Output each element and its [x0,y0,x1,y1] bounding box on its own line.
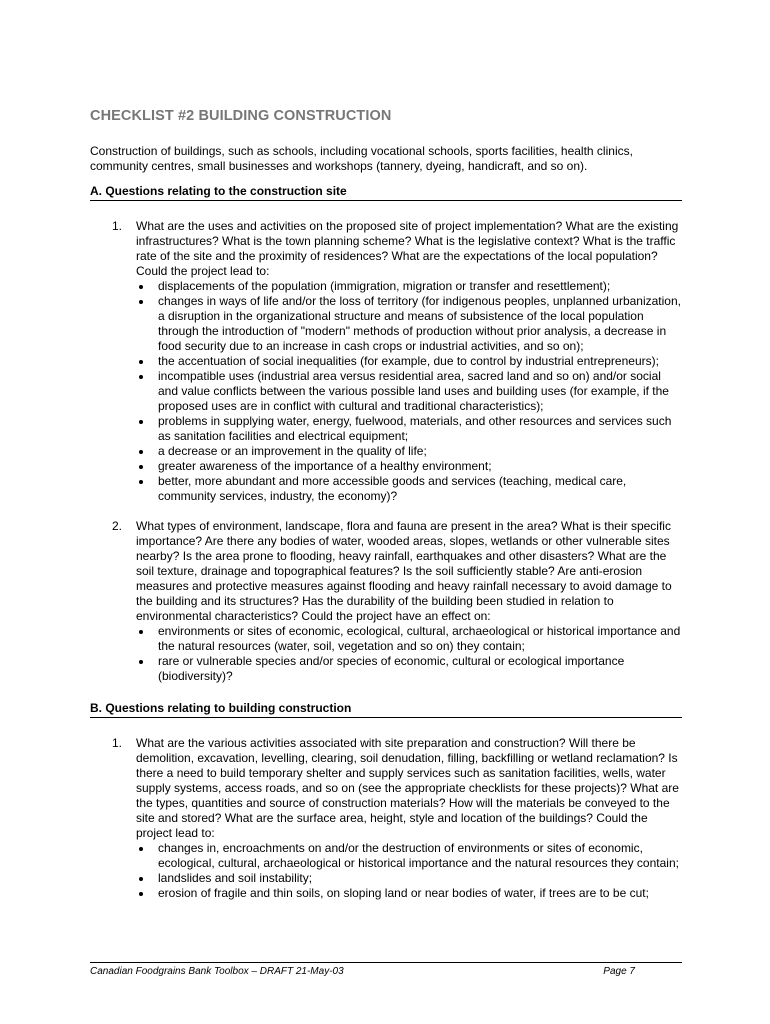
question-number: 1. [112,219,123,233]
section-a-question-1 [90,219,682,504]
intro-paragraph: Construction of buildings, such as schools, including vocational schools, sports facilities, health clinics, community centres, small businesses and workshops (tannery, dyeing, handicraft, and so on). [90,144,633,173]
question-text: What are the various activities associated with site preparation and construction? Will there be demolition, excavation, levelling, clearing, soil denudation, filling, backfilling or wetland reclamation? Is there a need to build temporary shelter and supply services such as sanitation facilities, wells, water supply systems, access roads, and so on (see the appropriate checklists for these projects)? What are the types, quantities and source of construction materials? How will the materials be conveyed to the site and stored? What are the surface area, height, style and location of the buildings? Could the project lead to: [136,736,679,840]
bullet-list [136,279,682,504]
bullet-item: changes in ways of life and/or the loss of territory (for indigenous peoples, unplanned urbanization, a disruption in the organizational structure and means of subsistence of the local population through the introduction of "modern" methods of production without prior analysis, a decrease in food security due to an increase in cash crops or industrial activities, and so on); [136,294,682,354]
bullet-item: erosion of fragile and thin soils, on sloping land or near bodies of water, if trees are to be cut; [136,886,682,901]
bullet-item: greater awareness of the importance of a healthy environment; [136,459,682,474]
bullet-item: problems in supplying water, energy, fuelwood, materials, and other resources and services such as sanitation facilities and electrical equipment; [136,414,682,444]
question-number: 2. [112,519,123,533]
section-b-heading: B. Questions relating to building construction [90,701,682,718]
bullet-item: the accentuation of social inequalities (for example, due to control by industrial entrepreneurs); [136,354,682,369]
page-content [90,108,682,901]
bullet-list [136,841,682,901]
bullet-item: displacements of the population (immigration, migration or transfer and resettlement); [136,279,682,294]
bullet-item: a decrease or an improvement in the quality of life; [136,444,682,459]
bullet-list [136,624,682,684]
page-title: CHECKLIST #2 BUILDING CONSTRUCTION [90,108,392,124]
footer-doc-title: Canadian Foodgrains Bank Toolbox – DRAFT 21-May-03 [90,966,344,977]
bullet-item: rare or vulnerable species and/or species of economic, cultural or ecological importance (biodiversity)? [136,654,682,684]
question-text: What are the uses and activities on the proposed site of project implementation? What are the existing infrastructures? What is the town planning scheme? What is the legislative context? What is the traffic rate of the site and the proximity of residences? What are the expectations of the local population? Could the project lead to: [136,219,679,278]
bullet-item: landslides and soil instability; [136,871,682,886]
question-text: What types of environment, landscape, flora and fauna are present in the area? What is their specific importance? Are there any bodies of water, wooded areas, slopes, wetlands or other vulnerable sites nearby? Is the area prone to flooding, heavy rainfall, earthquakes and other disasters? What are the soil texture, drainage and topographical features? Is the soil sufficiently stable? Are anti-erosion measures and protective measures against flooding and heavy rainfall necessary to avoid damage to the building and its structures? Has the durability of the building been studied in relation to environmental characteristics? Could the project have an effect on: [136,519,672,623]
bullet-item: environments or sites of economic, ecological, cultural, archaeological or historical importance and the natural resources (water, soil, vegetation and so on) they contain; [136,624,682,654]
bullet-item: changes in, encroachments on and/or the destruction of environments or sites of economic, ecological, cultural, archaeological or historical importance and the natural resources they contain; [136,841,682,871]
page-number: Page 7 [603,966,635,977]
section-b-question-1 [90,736,682,901]
page-footer [90,962,682,977]
question-number: 1. [112,736,123,750]
bullet-item: better, more abundant and more accessible goods and services (teaching, medical care, community services, industry, the economy)? [136,474,682,504]
bullet-item: incompatible uses (industrial area versus residential area, sacred land and so on) and/or social and value conflicts between the various possible land uses and building uses (for example, if the proposed uses are in conflict with cultural and traditional characteristics); [136,369,682,414]
section-a-heading: A. Questions relating to the construction site [90,184,682,201]
section-a-question-2 [90,519,682,684]
